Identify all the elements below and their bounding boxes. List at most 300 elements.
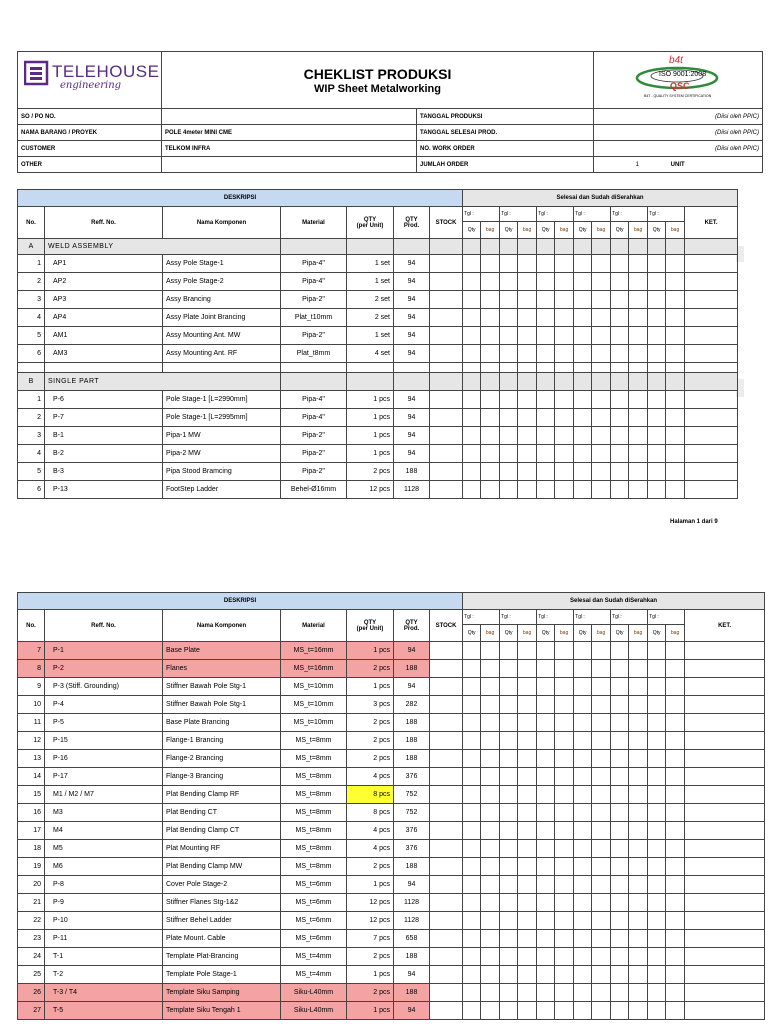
- checkbox-cell[interactable]: [648, 642, 666, 660]
- checkbox-cell[interactable]: [592, 732, 611, 750]
- checkbox-cell[interactable]: [518, 948, 537, 966]
- checkbox-cell[interactable]: [518, 750, 537, 768]
- checkbox-cell[interactable]: [629, 696, 648, 714]
- checkbox-cell[interactable]: [592, 822, 611, 840]
- checkbox-cell[interactable]: [537, 786, 555, 804]
- checkbox-cell[interactable]: [463, 714, 481, 732]
- checkbox-cell[interactable]: [500, 732, 518, 750]
- checkbox-cell[interactable]: [592, 714, 611, 732]
- checkbox-cell[interactable]: [574, 345, 592, 363]
- checkbox-cell[interactable]: [463, 255, 481, 273]
- checkbox-cell[interactable]: [629, 409, 648, 427]
- checkbox-cell[interactable]: [481, 255, 500, 273]
- checkbox-cell[interactable]: [518, 273, 537, 291]
- checkbox-cell[interactable]: [537, 481, 555, 499]
- checkbox-cell[interactable]: [648, 948, 666, 966]
- checkbox-cell[interactable]: [611, 1002, 629, 1020]
- checkbox-cell[interactable]: [481, 984, 500, 1002]
- checkbox-cell[interactable]: [629, 894, 648, 912]
- checkbox-cell[interactable]: [666, 894, 685, 912]
- checkbox-cell[interactable]: [592, 840, 611, 858]
- checkbox-cell[interactable]: [648, 912, 666, 930]
- checkbox-cell[interactable]: [481, 966, 500, 984]
- checkbox-cell[interactable]: [518, 445, 537, 463]
- checkbox-cell[interactable]: [629, 732, 648, 750]
- checkbox-cell[interactable]: [555, 894, 574, 912]
- checkbox-cell[interactable]: [463, 894, 481, 912]
- checkbox-cell[interactable]: [648, 309, 666, 327]
- checkbox-cell[interactable]: [629, 714, 648, 732]
- checkbox-cell[interactable]: [500, 481, 518, 499]
- checkbox-cell[interactable]: [500, 768, 518, 786]
- checkbox-cell[interactable]: [666, 463, 685, 481]
- checkbox-cell[interactable]: [648, 427, 666, 445]
- checkbox-cell[interactable]: [574, 858, 592, 876]
- checkbox-cell[interactable]: [500, 930, 518, 948]
- checkbox-cell[interactable]: [666, 930, 685, 948]
- checkbox-cell[interactable]: [611, 391, 629, 409]
- checkbox-cell[interactable]: [463, 858, 481, 876]
- checkbox-cell[interactable]: [629, 481, 648, 499]
- checkbox-cell[interactable]: [648, 804, 666, 822]
- checkbox-cell[interactable]: [500, 966, 518, 984]
- checkbox-cell[interactable]: [666, 255, 685, 273]
- checkbox-cell[interactable]: [537, 966, 555, 984]
- checkbox-cell[interactable]: [555, 714, 574, 732]
- checkbox-cell[interactable]: [481, 840, 500, 858]
- checkbox-cell[interactable]: [611, 930, 629, 948]
- checkbox-cell[interactable]: [629, 327, 648, 345]
- checkbox-cell[interactable]: [555, 409, 574, 427]
- checkbox-cell[interactable]: [666, 912, 685, 930]
- checkbox-cell[interactable]: [537, 1002, 555, 1020]
- checkbox-cell[interactable]: [629, 966, 648, 984]
- checkbox-cell[interactable]: [611, 768, 629, 786]
- checkbox-cell[interactable]: [500, 409, 518, 427]
- checkbox-cell[interactable]: [555, 804, 574, 822]
- checkbox-cell[interactable]: [537, 445, 555, 463]
- checkbox-cell[interactable]: [574, 291, 592, 309]
- checkbox-cell[interactable]: [463, 409, 481, 427]
- checkbox-cell[interactable]: [592, 894, 611, 912]
- checkbox-cell[interactable]: [629, 858, 648, 876]
- checkbox-cell[interactable]: [648, 273, 666, 291]
- checkbox-cell[interactable]: [537, 948, 555, 966]
- checkbox-cell[interactable]: [518, 822, 537, 840]
- checkbox-cell[interactable]: [463, 768, 481, 786]
- checkbox-cell[interactable]: [500, 822, 518, 840]
- checkbox-cell[interactable]: [537, 327, 555, 345]
- checkbox-cell[interactable]: [500, 984, 518, 1002]
- checkbox-cell[interactable]: [666, 696, 685, 714]
- checkbox-cell[interactable]: [629, 445, 648, 463]
- checkbox-cell[interactable]: [648, 930, 666, 948]
- checkbox-cell[interactable]: [611, 309, 629, 327]
- checkbox-cell[interactable]: [574, 327, 592, 345]
- checkbox-cell[interactable]: [555, 273, 574, 291]
- checkbox-cell[interactable]: [500, 327, 518, 345]
- checkbox-cell[interactable]: [611, 750, 629, 768]
- checkbox-cell[interactable]: [463, 750, 481, 768]
- checkbox-cell[interactable]: [592, 660, 611, 678]
- checkbox-cell[interactable]: [518, 966, 537, 984]
- checkbox-cell[interactable]: [666, 984, 685, 1002]
- checkbox-cell[interactable]: [611, 714, 629, 732]
- checkbox-cell[interactable]: [574, 696, 592, 714]
- checkbox-cell[interactable]: [666, 732, 685, 750]
- checkbox-cell[interactable]: [555, 660, 574, 678]
- checkbox-cell[interactable]: [574, 984, 592, 1002]
- checkbox-cell[interactable]: [463, 273, 481, 291]
- checkbox-cell[interactable]: [629, 804, 648, 822]
- checkbox-cell[interactable]: [648, 327, 666, 345]
- checkbox-cell[interactable]: [629, 309, 648, 327]
- checkbox-cell[interactable]: [611, 732, 629, 750]
- checkbox-cell[interactable]: [463, 876, 481, 894]
- checkbox-cell[interactable]: [518, 481, 537, 499]
- checkbox-cell[interactable]: [481, 786, 500, 804]
- checkbox-cell[interactable]: [518, 984, 537, 1002]
- checkbox-cell[interactable]: [500, 427, 518, 445]
- checkbox-cell[interactable]: [574, 786, 592, 804]
- checkbox-cell[interactable]: [518, 696, 537, 714]
- checkbox-cell[interactable]: [574, 948, 592, 966]
- checkbox-cell[interactable]: [611, 327, 629, 345]
- checkbox-cell[interactable]: [629, 876, 648, 894]
- checkbox-cell[interactable]: [666, 327, 685, 345]
- checkbox-cell[interactable]: [629, 255, 648, 273]
- checkbox-cell[interactable]: [629, 930, 648, 948]
- checkbox-cell[interactable]: [592, 768, 611, 786]
- checkbox-cell[interactable]: [592, 1002, 611, 1020]
- checkbox-cell[interactable]: [648, 409, 666, 427]
- checkbox-cell[interactable]: [555, 327, 574, 345]
- checkbox-cell[interactable]: [481, 678, 500, 696]
- checkbox-cell[interactable]: [629, 273, 648, 291]
- checkbox-cell[interactable]: [629, 391, 648, 409]
- checkbox-cell[interactable]: [592, 876, 611, 894]
- checkbox-cell[interactable]: [666, 876, 685, 894]
- checkbox-cell[interactable]: [463, 840, 481, 858]
- checkbox-cell[interactable]: [463, 309, 481, 327]
- checkbox-cell[interactable]: [611, 696, 629, 714]
- checkbox-cell[interactable]: [648, 660, 666, 678]
- checkbox-cell[interactable]: [481, 481, 500, 499]
- checkbox-cell[interactable]: [574, 642, 592, 660]
- checkbox-cell[interactable]: [518, 714, 537, 732]
- checkbox-cell[interactable]: [500, 391, 518, 409]
- checkbox-cell[interactable]: [574, 804, 592, 822]
- checkbox-cell[interactable]: [463, 642, 481, 660]
- checkbox-cell[interactable]: [666, 309, 685, 327]
- checkbox-cell[interactable]: [629, 984, 648, 1002]
- checkbox-cell[interactable]: [481, 463, 500, 481]
- checkbox-cell[interactable]: [611, 481, 629, 499]
- checkbox-cell[interactable]: [555, 768, 574, 786]
- checkbox-cell[interactable]: [648, 391, 666, 409]
- checkbox-cell[interactable]: [666, 391, 685, 409]
- checkbox-cell[interactable]: [555, 391, 574, 409]
- checkbox-cell[interactable]: [611, 840, 629, 858]
- checkbox-cell[interactable]: [555, 876, 574, 894]
- checkbox-cell[interactable]: [518, 345, 537, 363]
- checkbox-cell[interactable]: [555, 750, 574, 768]
- checkbox-cell[interactable]: [481, 427, 500, 445]
- checkbox-cell[interactable]: [537, 822, 555, 840]
- checkbox-cell[interactable]: [629, 840, 648, 858]
- checkbox-cell[interactable]: [481, 822, 500, 840]
- checkbox-cell[interactable]: [574, 768, 592, 786]
- checkbox-cell[interactable]: [481, 660, 500, 678]
- checkbox-cell[interactable]: [481, 876, 500, 894]
- checkbox-cell[interactable]: [592, 481, 611, 499]
- checkbox-cell[interactable]: [481, 309, 500, 327]
- checkbox-cell[interactable]: [518, 804, 537, 822]
- checkbox-cell[interactable]: [629, 660, 648, 678]
- checkbox-cell[interactable]: [574, 678, 592, 696]
- checkbox-cell[interactable]: [666, 822, 685, 840]
- checkbox-cell[interactable]: [666, 445, 685, 463]
- checkbox-cell[interactable]: [648, 822, 666, 840]
- checkbox-cell[interactable]: [648, 345, 666, 363]
- checkbox-cell[interactable]: [592, 427, 611, 445]
- checkbox-cell[interactable]: [648, 984, 666, 1002]
- checkbox-cell[interactable]: [666, 427, 685, 445]
- checkbox-cell[interactable]: [592, 804, 611, 822]
- checkbox-cell[interactable]: [666, 714, 685, 732]
- checkbox-cell[interactable]: [555, 291, 574, 309]
- checkbox-cell[interactable]: [574, 912, 592, 930]
- checkbox-cell[interactable]: [629, 768, 648, 786]
- checkbox-cell[interactable]: [648, 696, 666, 714]
- checkbox-cell[interactable]: [537, 804, 555, 822]
- checkbox-cell[interactable]: [518, 786, 537, 804]
- checkbox-cell[interactable]: [500, 445, 518, 463]
- checkbox-cell[interactable]: [463, 445, 481, 463]
- checkbox-cell[interactable]: [481, 391, 500, 409]
- checkbox-cell[interactable]: [648, 894, 666, 912]
- checkbox-cell[interactable]: [648, 291, 666, 309]
- checkbox-cell[interactable]: [518, 840, 537, 858]
- checkbox-cell[interactable]: [463, 930, 481, 948]
- checkbox-cell[interactable]: [463, 966, 481, 984]
- checkbox-cell[interactable]: [574, 463, 592, 481]
- checkbox-cell[interactable]: [629, 786, 648, 804]
- checkbox-cell[interactable]: [481, 804, 500, 822]
- checkbox-cell[interactable]: [481, 291, 500, 309]
- checkbox-cell[interactable]: [481, 930, 500, 948]
- checkbox-cell[interactable]: [574, 660, 592, 678]
- checkbox-cell[interactable]: [555, 445, 574, 463]
- checkbox-cell[interactable]: [592, 445, 611, 463]
- checkbox-cell[interactable]: [463, 678, 481, 696]
- checkbox-cell[interactable]: [648, 858, 666, 876]
- checkbox-cell[interactable]: [648, 463, 666, 481]
- checkbox-cell[interactable]: [537, 696, 555, 714]
- checkbox-cell[interactable]: [537, 750, 555, 768]
- checkbox-cell[interactable]: [463, 345, 481, 363]
- checkbox-cell[interactable]: [537, 463, 555, 481]
- checkbox-cell[interactable]: [481, 345, 500, 363]
- checkbox-cell[interactable]: [555, 463, 574, 481]
- checkbox-cell[interactable]: [518, 1002, 537, 1020]
- checkbox-cell[interactable]: [574, 255, 592, 273]
- checkbox-cell[interactable]: [592, 291, 611, 309]
- checkbox-cell[interactable]: [463, 804, 481, 822]
- checkbox-cell[interactable]: [574, 966, 592, 984]
- checkbox-cell[interactable]: [481, 714, 500, 732]
- checkbox-cell[interactable]: [518, 309, 537, 327]
- checkbox-cell[interactable]: [629, 912, 648, 930]
- checkbox-cell[interactable]: [481, 409, 500, 427]
- checkbox-cell[interactable]: [463, 696, 481, 714]
- checkbox-cell[interactable]: [592, 786, 611, 804]
- checkbox-cell[interactable]: [611, 642, 629, 660]
- checkbox-cell[interactable]: [574, 930, 592, 948]
- checkbox-cell[interactable]: [463, 822, 481, 840]
- checkbox-cell[interactable]: [648, 732, 666, 750]
- checkbox-cell[interactable]: [555, 678, 574, 696]
- checkbox-cell[interactable]: [666, 750, 685, 768]
- checkbox-cell[interactable]: [555, 427, 574, 445]
- checkbox-cell[interactable]: [555, 948, 574, 966]
- checkbox-cell[interactable]: [500, 291, 518, 309]
- checkbox-cell[interactable]: [648, 255, 666, 273]
- checkbox-cell[interactable]: [611, 445, 629, 463]
- checkbox-cell[interactable]: [666, 660, 685, 678]
- checkbox-cell[interactable]: [629, 822, 648, 840]
- checkbox-cell[interactable]: [500, 714, 518, 732]
- checkbox-cell[interactable]: [592, 391, 611, 409]
- checkbox-cell[interactable]: [611, 678, 629, 696]
- checkbox-cell[interactable]: [500, 858, 518, 876]
- checkbox-cell[interactable]: [574, 840, 592, 858]
- checkbox-cell[interactable]: [500, 750, 518, 768]
- checkbox-cell[interactable]: [555, 786, 574, 804]
- checkbox-cell[interactable]: [592, 858, 611, 876]
- checkbox-cell[interactable]: [592, 930, 611, 948]
- checkbox-cell[interactable]: [666, 768, 685, 786]
- checkbox-cell[interactable]: [518, 255, 537, 273]
- checkbox-cell[interactable]: [574, 409, 592, 427]
- checkbox-cell[interactable]: [500, 309, 518, 327]
- checkbox-cell[interactable]: [537, 858, 555, 876]
- checkbox-cell[interactable]: [463, 732, 481, 750]
- checkbox-cell[interactable]: [518, 327, 537, 345]
- checkbox-cell[interactable]: [463, 984, 481, 1002]
- checkbox-cell[interactable]: [611, 427, 629, 445]
- checkbox-cell[interactable]: [500, 786, 518, 804]
- checkbox-cell[interactable]: [481, 696, 500, 714]
- checkbox-cell[interactable]: [666, 804, 685, 822]
- checkbox-cell[interactable]: [666, 291, 685, 309]
- checkbox-cell[interactable]: [500, 678, 518, 696]
- checkbox-cell[interactable]: [463, 427, 481, 445]
- checkbox-cell[interactable]: [555, 858, 574, 876]
- checkbox-cell[interactable]: [500, 660, 518, 678]
- checkbox-cell[interactable]: [592, 327, 611, 345]
- checkbox-cell[interactable]: [666, 786, 685, 804]
- checkbox-cell[interactable]: [500, 948, 518, 966]
- checkbox-cell[interactable]: [463, 327, 481, 345]
- checkbox-cell[interactable]: [666, 273, 685, 291]
- checkbox-cell[interactable]: [648, 445, 666, 463]
- checkbox-cell[interactable]: [555, 481, 574, 499]
- checkbox-cell[interactable]: [537, 714, 555, 732]
- checkbox-cell[interactable]: [629, 678, 648, 696]
- checkbox-cell[interactable]: [611, 822, 629, 840]
- checkbox-cell[interactable]: [611, 858, 629, 876]
- checkbox-cell[interactable]: [518, 894, 537, 912]
- checkbox-cell[interactable]: [592, 912, 611, 930]
- checkbox-cell[interactable]: [481, 1002, 500, 1020]
- checkbox-cell[interactable]: [611, 273, 629, 291]
- checkbox-cell[interactable]: [666, 858, 685, 876]
- checkbox-cell[interactable]: [592, 678, 611, 696]
- checkbox-cell[interactable]: [481, 858, 500, 876]
- checkbox-cell[interactable]: [611, 786, 629, 804]
- checkbox-cell[interactable]: [537, 678, 555, 696]
- checkbox-cell[interactable]: [611, 948, 629, 966]
- checkbox-cell[interactable]: [592, 984, 611, 1002]
- checkbox-cell[interactable]: [574, 1002, 592, 1020]
- checkbox-cell[interactable]: [611, 463, 629, 481]
- checkbox-cell[interactable]: [611, 876, 629, 894]
- checkbox-cell[interactable]: [500, 273, 518, 291]
- checkbox-cell[interactable]: [518, 876, 537, 894]
- checkbox-cell[interactable]: [537, 427, 555, 445]
- checkbox-cell[interactable]: [611, 345, 629, 363]
- checkbox-cell[interactable]: [555, 696, 574, 714]
- checkbox-cell[interactable]: [666, 678, 685, 696]
- checkbox-cell[interactable]: [518, 291, 537, 309]
- checkbox-cell[interactable]: [555, 840, 574, 858]
- checkbox-cell[interactable]: [574, 445, 592, 463]
- checkbox-cell[interactable]: [555, 822, 574, 840]
- checkbox-cell[interactable]: [574, 894, 592, 912]
- checkbox-cell[interactable]: [574, 273, 592, 291]
- checkbox-cell[interactable]: [555, 966, 574, 984]
- checkbox-cell[interactable]: [666, 840, 685, 858]
- checkbox-cell[interactable]: [518, 930, 537, 948]
- checkbox-cell[interactable]: [611, 255, 629, 273]
- checkbox-cell[interactable]: [611, 660, 629, 678]
- checkbox-cell[interactable]: [611, 291, 629, 309]
- checkbox-cell[interactable]: [555, 345, 574, 363]
- checkbox-cell[interactable]: [481, 642, 500, 660]
- checkbox-cell[interactable]: [592, 345, 611, 363]
- checkbox-cell[interactable]: [592, 750, 611, 768]
- checkbox-cell[interactable]: [592, 255, 611, 273]
- checkbox-cell[interactable]: [648, 750, 666, 768]
- checkbox-cell[interactable]: [481, 894, 500, 912]
- checkbox-cell[interactable]: [500, 804, 518, 822]
- checkbox-cell[interactable]: [629, 750, 648, 768]
- checkbox-cell[interactable]: [555, 984, 574, 1002]
- checkbox-cell[interactable]: [555, 912, 574, 930]
- checkbox-cell[interactable]: [629, 427, 648, 445]
- checkbox-cell[interactable]: [463, 660, 481, 678]
- checkbox-cell[interactable]: [611, 409, 629, 427]
- checkbox-cell[interactable]: [518, 732, 537, 750]
- checkbox-cell[interactable]: [537, 876, 555, 894]
- checkbox-cell[interactable]: [537, 840, 555, 858]
- checkbox-cell[interactable]: [463, 786, 481, 804]
- checkbox-cell[interactable]: [537, 391, 555, 409]
- checkbox-cell[interactable]: [648, 768, 666, 786]
- checkbox-cell[interactable]: [518, 768, 537, 786]
- checkbox-cell[interactable]: [518, 660, 537, 678]
